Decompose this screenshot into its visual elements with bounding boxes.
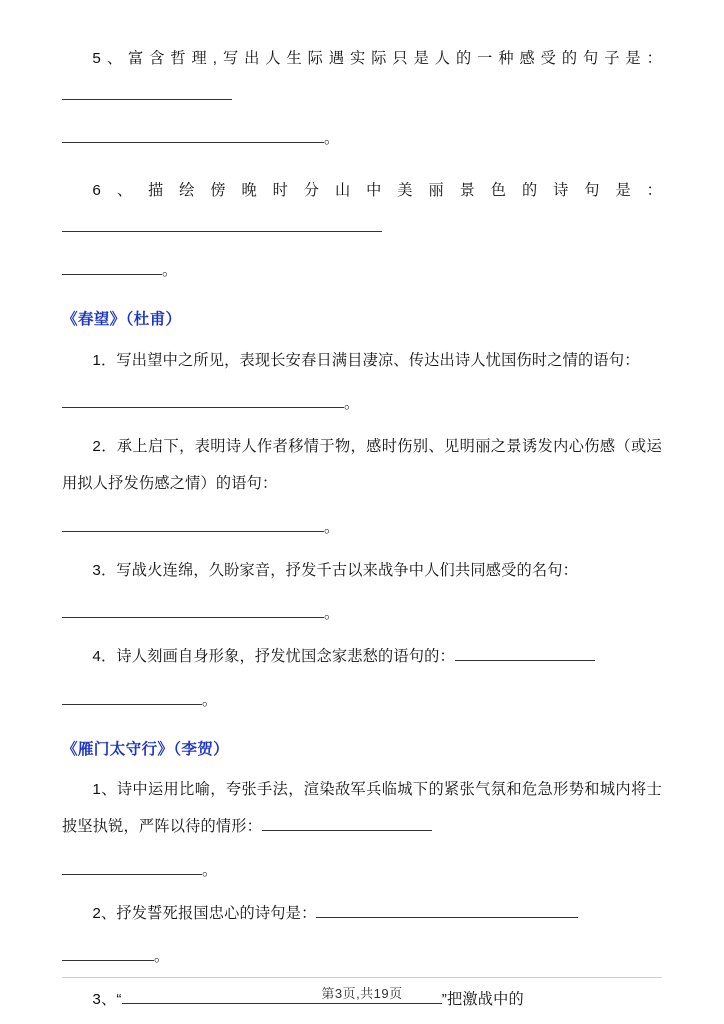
answer-blank[interactable] [262,814,432,831]
question-5-zuiweng [62,40,662,114]
question-1-chunwang-text: 1．写出望中之所见，表现长安春日满目凄凉、传达出诗人忧国伤时之情的语句： [92,351,640,369]
question-3-chunwang-tail: 。 [324,605,340,623]
answer-blank[interactable] [62,391,344,408]
answer-blank[interactable] [455,644,595,661]
question-1-chunwang-tail: 。 [344,394,360,412]
question-6-zuiweng [62,172,662,246]
question-1-yanmen-continuation [62,852,662,889]
answer-blank[interactable] [62,215,382,232]
question-3-yanmen-tail: ”把激战中的 [441,991,524,1009]
question-4-chunwang-continuation [62,682,662,719]
answer-blank[interactable] [62,601,324,618]
answer-blank[interactable] [62,858,202,875]
poem-heading-chunwang: 《春望》（杜甫） [62,311,182,329]
question-4-chunwang-tail: 。 [202,691,218,709]
footer-divider [62,977,662,978]
question-3-chunwang-text: 3．写战火连绵，久盼家音，抒发千古以来战争中人们共同感受的名句： [92,561,579,579]
question-1-chunwang [62,342,662,379]
question-3-chunwang-blank-line [62,595,662,632]
question-1-yanmen [62,771,662,845]
question-4-chunwang [62,638,662,675]
question-6-text: 6、描绘傍晚时分山中美丽景色的诗句是： [92,181,662,199]
question-5-continuation [62,120,662,157]
question-2-yanmen-text: 2、抒发誓死报国忠心的诗句是： [92,904,317,922]
question-5-text: 5、富含哲理,写出人生际遇实际只是人的一种感受的句子是： [92,50,662,67]
answer-blank[interactable] [62,515,324,532]
question-4-chunwang-text: 4．诗人刻画自身形象，抒发忧国念家悲愁的语句的： [92,648,455,666]
question-2-yanmen-tail: 。 [154,948,170,966]
question-2-chunwang-tail: 。 [324,518,340,536]
question-1-yanmen-tail: 。 [202,861,218,879]
poem-heading-yanmen: 《雁门太守行》（李贺） [62,740,230,758]
question-2-chunwang-blank-line [62,509,662,546]
answer-blank[interactable] [62,258,162,275]
question-1-chunwang-blank-line [62,385,662,422]
page-footer: 第3页,共19页 [321,986,403,1001]
answer-blank[interactable] [62,688,202,705]
answer-blank[interactable] [316,901,578,918]
question-2-chunwang [62,428,662,502]
question-2-yanmen [62,895,662,932]
question-2-chunwang-text: 2．承上启下，表明诗人作者移情于物，感时伤别、见明丽之景诱发内心伤感（或运用拟人抒发伤感之情）的语句： [62,438,662,493]
question-5-tail: 。 [324,130,340,148]
question-3-yanmen-text: 3、“ [92,991,122,1009]
answer-blank[interactable] [62,83,232,100]
answer-blank[interactable] [62,944,154,961]
question-6-tail: 。 [162,262,178,280]
question-3-chunwang [62,552,662,589]
question-6-continuation [62,252,662,289]
answer-blank[interactable] [62,127,324,144]
question-2-yanmen-continuation [62,938,662,975]
question-1-yanmen-text: 1、诗中运用比喻，夸张手法，渲染敌军兵临城下的紧张气氛和危急形势和城内将士披坚执锐，严阵以待的情形： [62,781,662,836]
